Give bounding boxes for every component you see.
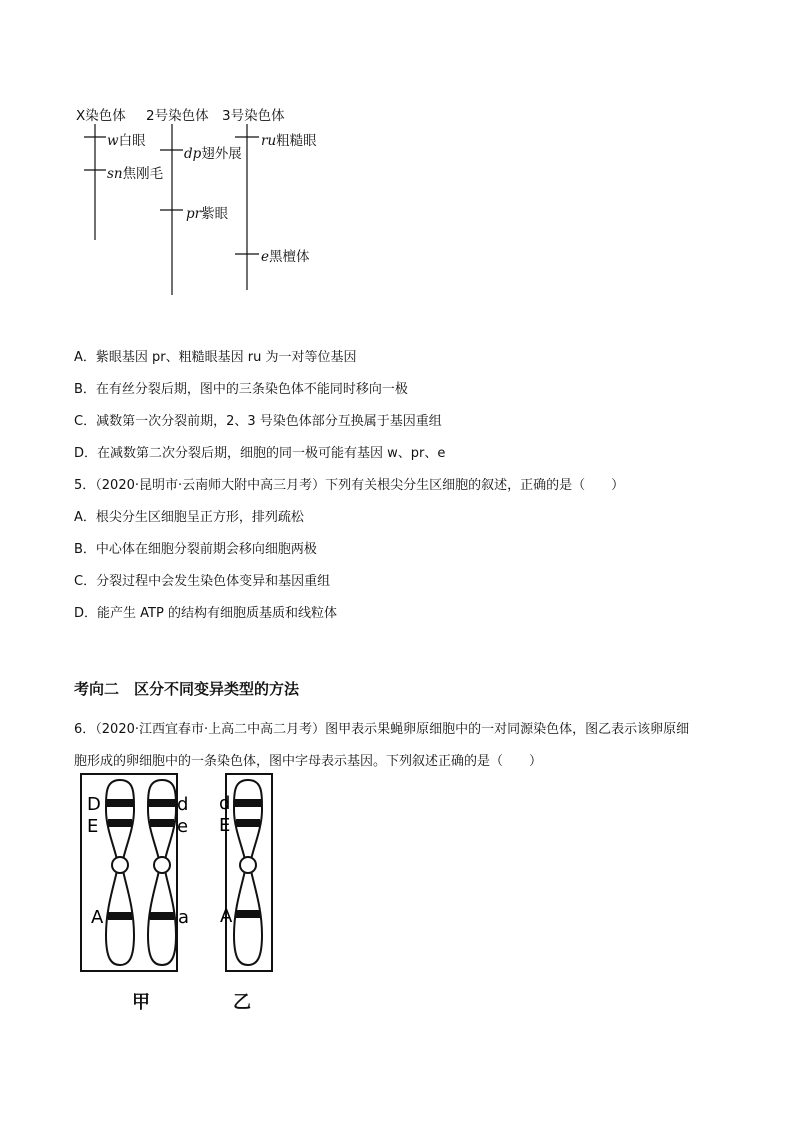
- caption-jia: 甲: [132, 992, 150, 1013]
- q6-stem-line2: 胞形成的卵细胞中的一条染色体，图中字母表示基因。下列叙述正确的是（ ）: [74, 754, 543, 769]
- gene-letter-yi-d: d: [219, 793, 231, 814]
- band-jia-left-top: [107, 799, 133, 807]
- centromere-yi: [240, 857, 256, 873]
- band-jia-left-bottom: [108, 912, 132, 920]
- q5-option-d: D．能产生 ATP 的结构有细胞质基质和线粒体: [74, 606, 337, 621]
- q4-option-c: C．减数第一次分裂前期，2、3 号染色体部分互换属于基因重组: [74, 414, 442, 429]
- q5-option-b: B．中心体在细胞分裂前期会移向细胞两极: [74, 542, 317, 557]
- centromere-jia-right: [154, 857, 170, 873]
- gene-label-w: w白眼: [107, 133, 146, 149]
- gene-label-sn: sn焦刚毛: [107, 166, 164, 182]
- section-title: 考向二 区分不同变异类型的方法: [74, 680, 300, 698]
- q5-option-c: C．分裂过程中会发生染色体变异和基因重组: [74, 574, 331, 589]
- gene-letter-d: d: [177, 794, 189, 815]
- band-yi-top: [235, 799, 261, 807]
- gene-letter-A: A: [91, 907, 104, 928]
- q4-option-d: D．在减数第二次分裂后期，细胞的同一极可能有基因 w、pr、e: [74, 446, 446, 461]
- q6-stem-line1: 6．（2020·江西宜春市·上高二中高二月考）图甲表示果蝇卵原细胞中的一对同源染色体，图乙表示该卵原细: [74, 722, 690, 737]
- gene-label-e: e黑檀体: [261, 249, 310, 265]
- band-yi-bottom: [236, 910, 260, 918]
- band-jia-right-bottom: [150, 912, 174, 920]
- band-jia-left-mid: [108, 819, 132, 827]
- band-jia-right-mid: [150, 819, 174, 827]
- q5-option-a: A．根尖分生区细胞呈正方形，排列疏松: [74, 510, 304, 525]
- q5-stem: 5．（2020·昆明市·云南师大附中高三月考）下列有关根尖分生区细胞的叙述，正确的是（ ）: [74, 478, 625, 493]
- band-jia-right-top: [149, 799, 175, 807]
- gene-letter-yi-E: E: [219, 815, 231, 836]
- gene-letter-E: E: [87, 816, 99, 837]
- gene-letter-e: e: [177, 816, 189, 837]
- band-yi-mid: [236, 819, 260, 827]
- q4-option-b: B．在有丝分裂后期，图中的三条染色体不能同时移向一极: [74, 382, 408, 397]
- caption-yi: 乙: [233, 992, 251, 1013]
- centromere-jia-left: [112, 857, 128, 873]
- header-x-chromosome: X染色体: [76, 108, 126, 124]
- gene-letter-D: D: [87, 794, 101, 815]
- gene-label-pr: pr紫眼: [186, 206, 229, 222]
- gene-letter-a: a: [178, 907, 190, 928]
- header-chromosome-3: 3号染色体: [222, 108, 285, 124]
- header-chromosome-2: 2号染色体: [146, 108, 209, 124]
- gene-label-ru: ru粗糙眼: [261, 133, 317, 149]
- gene-label-dp: dp翅外展: [184, 146, 242, 162]
- gene-letter-yi-A: A: [220, 906, 233, 927]
- q4-option-a: A．紫眼基因 pr、粗糙眼基因 ru 为一对等位基因: [74, 350, 357, 365]
